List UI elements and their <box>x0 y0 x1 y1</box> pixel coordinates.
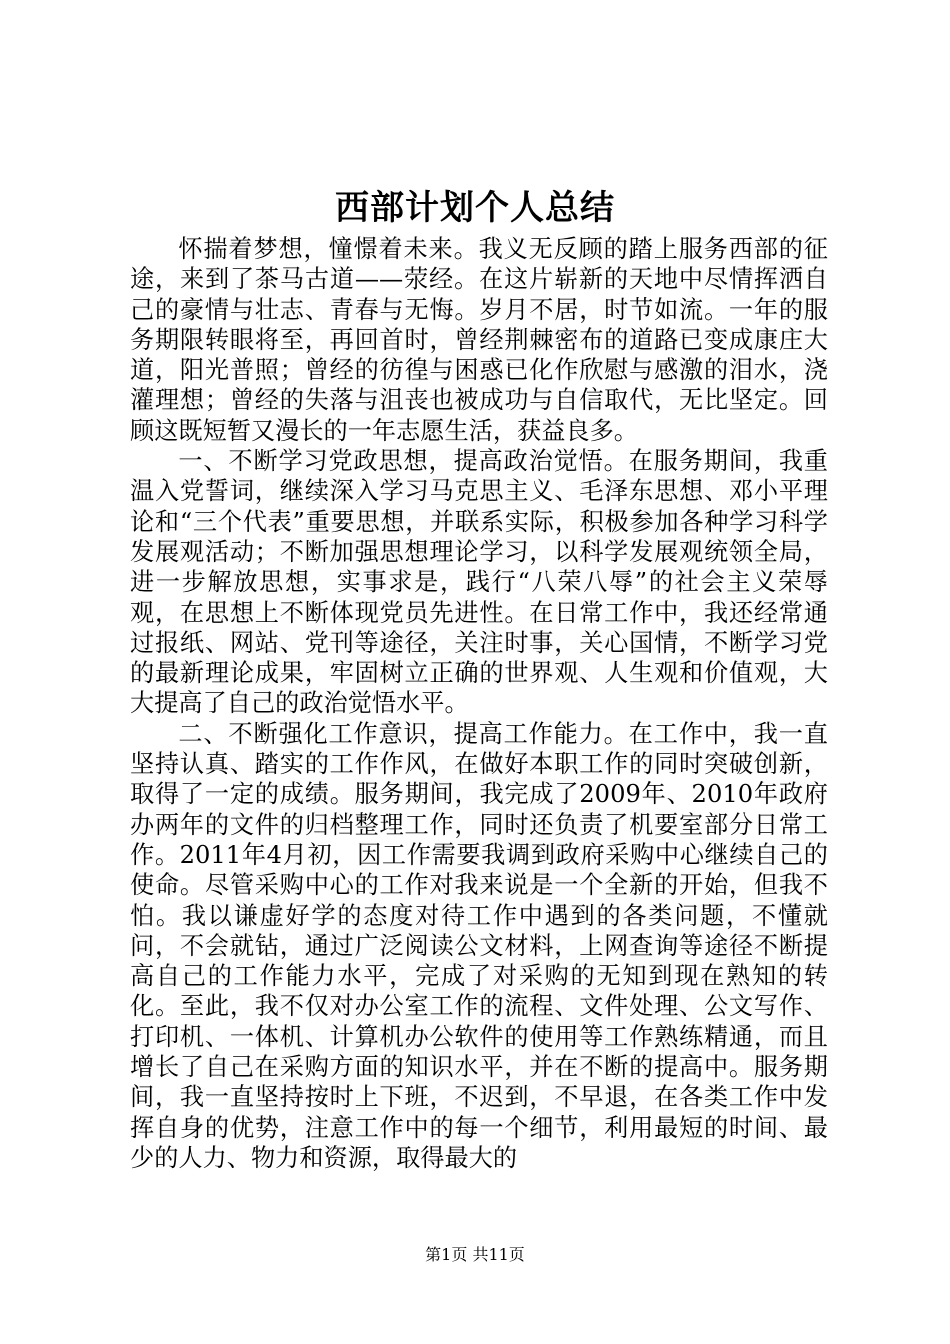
paragraph-work-ability: 二、不断强化工作意识，提高工作能力。在工作中，我一直坚持认真、踏实的工作作风，在做好本职工作的同时突破创新，取得了一定的成绩。服务期间，我完成了2009年、2010年政府办两年的文件的归档整理工作，同时还负责了机要室部分日常工作。2011年4月初，因工作需要我调到政府采购中心继续自己的使命。尽管采购中心的工作对我来说是一个全新的开始，但我不怕。我以谦虚好学的态度对待工作中遇到的各类问题，不懂就问，不会就钻，通过广泛阅读公文材料，上网查询等途径不断提高自己的工作能力水平，完成了对采购的无知到现在熟知的转化。至此，我不仅对办公室工作的流程、文件处理、公文写作、打印机、一体机、计算机办公软件的使用等工作熟练精通，而且增长了自己在采购方面的知识水平，并在不断的提高中。服务期间，我一直坚持按时上下班，不迟到，不早退，在各类工作中发挥自身的优势，注意工作中的每一个细节，利用最短的时间、最少的人力、物力和资源，取得最大的 <box>130 719 828 1172</box>
paragraph-intro: 怀揣着梦想，憧憬着未来。我义无反顾的踏上服务西部的征途，来到了茶马古道——荥经。在这片崭新的天地中尽情挥洒自己的豪情与壮志、青春与无悔。岁月不居，时节如流。一年的服务期限转眼将至，再回首时，曾经荆棘密布的道路已变成康庄大道，阳光普照；曾经的彷徨与困惑已化作欣慰与感激的泪水，浇灌理想；曾经的失落与沮丧也被成功与自信取代，无比坚定。回顾这既短暂又漫长的一年志愿生活，获益良多。 <box>130 235 828 445</box>
paragraph-political-study: 一、不断学习党政思想，提高政治觉悟。在服务期间，我重温入党誓词，继续深入学习马克思主义、毛泽东思想、邓小平理论和“三个代表”重要思想，并联系实际，积极参加各种学习科学发展观活动；不断加强思想理论学习，以科学发展观统领全局，进一步解放思想，实事求是，践行“八荣八辱”的社会主义荣辱观，在思想上不断体现党员先进性。在日常工作中，我还经常通过报纸、网站、党刊等途径，关注时事，关心国情，不断学习党的最新理论成果，牢固树立正确的世界观、人生观和价值观，大大提高了自己的政治觉悟水平。 <box>130 447 828 718</box>
page-footer: 第1页 共11页 <box>425 1245 525 1264</box>
document-title: 西部计划个人总结 <box>335 188 615 228</box>
document-body <box>130 234 828 1173</box>
